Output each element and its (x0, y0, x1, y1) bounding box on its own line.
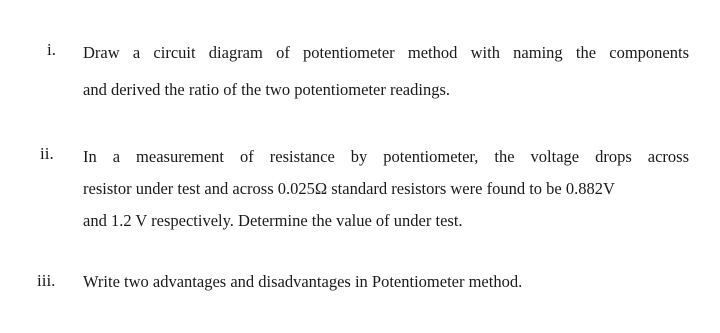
question-1-line-1: Draw a circuit diagram of potentiometer method with naming the components (83, 43, 689, 62)
question-1-line-2: and derived the ratio of the two potentiometer readings. (83, 80, 451, 99)
question-1-number: i. (47, 40, 56, 59)
question-2-line-2: resistor under test and across 0.025Ω standard resistors were found to be 0.882V (83, 179, 615, 198)
question-2-line-3: and 1.2 V respectively. Determine the value of under test. (83, 211, 463, 230)
question-3-line-1: Write two advantages and disadvantages in Potentiometer method. (83, 272, 523, 291)
question-2-line-1: In a measurement of resistance by potentiometer, the voltage drops across (83, 147, 689, 166)
question-2-number: ii. (40, 144, 54, 163)
question-3-number: iii. (37, 271, 56, 290)
